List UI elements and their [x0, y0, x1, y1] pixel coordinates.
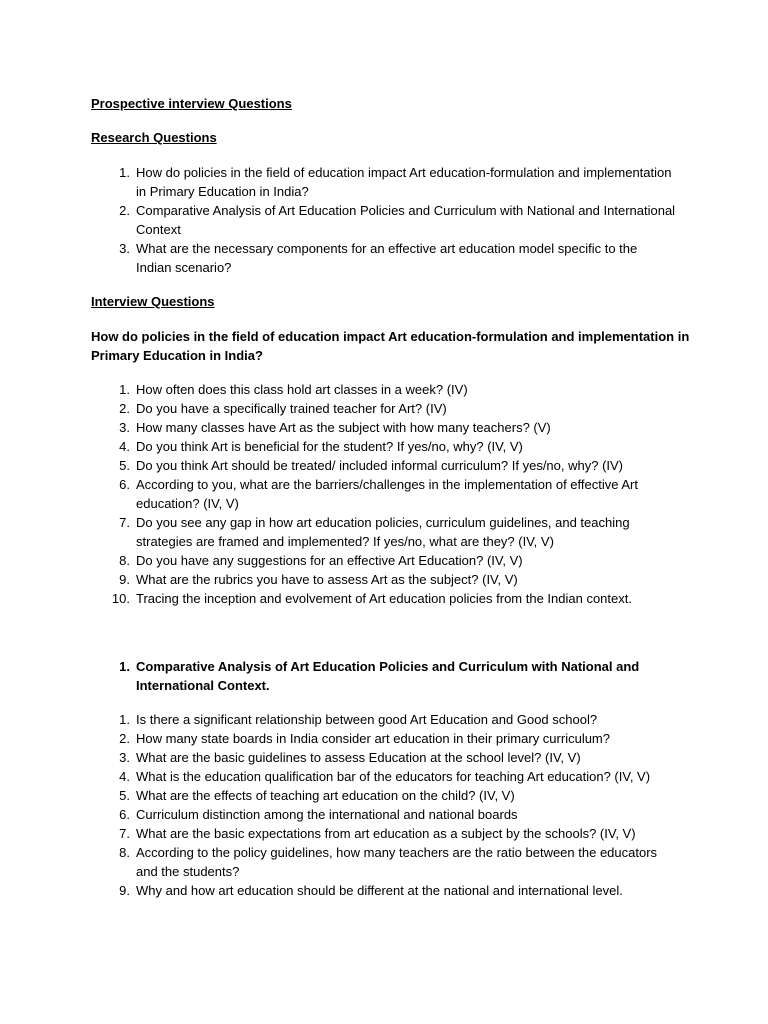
list-item-number: 6.: [119, 477, 130, 492]
list-item-text: What are the basic guidelines to assess Education at the school level? (IV, V): [136, 750, 581, 765]
list-item: [0, 570, 676, 589]
list-item-number: 2.: [119, 203, 130, 218]
section1-list: [0, 380, 676, 608]
list-item-number: 3.: [119, 750, 130, 765]
list-item-text: How often does this class hold art classes in a week? (IV): [136, 382, 468, 397]
list-item: [0, 399, 676, 418]
document-title: Prospective interview Questions: [91, 96, 292, 111]
list-item: [0, 418, 676, 437]
list-item: [0, 513, 676, 551]
section2-question-list: [0, 657, 676, 695]
list-item-number: 4.: [119, 769, 130, 784]
list-item-number: 10.: [111, 591, 130, 606]
research-questions-heading: Research Questions: [91, 130, 217, 145]
list-item: [0, 475, 676, 513]
list-item: [0, 163, 676, 201]
list-item-text: Curriculum distinction among the international and national boards: [136, 807, 518, 822]
list-item-number: 1.: [119, 165, 130, 180]
list-item-text: Do you think Art is beneficial for the student? If yes/no, why? (IV, V): [136, 439, 523, 454]
list-item-number: 4.: [119, 439, 130, 454]
list-item-number: 8.: [119, 845, 130, 860]
list-item: [0, 767, 676, 786]
list-item-text: How many classes have Art as the subject with how many teachers? (V): [136, 420, 551, 435]
list-item-number: 5.: [119, 788, 130, 803]
list-item-number: 8.: [119, 553, 130, 568]
list-item-number: 9.: [119, 883, 130, 898]
list-item: [0, 239, 676, 277]
list-item-text: How many state boards in India consider art education in their primary curriculum?: [136, 731, 610, 746]
list-item-number: 1.: [119, 712, 130, 727]
list-item-number: 3.: [119, 241, 130, 256]
section1-question: How do policies in the field of education impact Art education-formulation and implementation in Primary Education in India?: [91, 329, 690, 363]
list-item: [0, 551, 676, 570]
list-item: [0, 748, 676, 767]
list-item-text: Do you see any gap in how art education policies, curriculum guidelines, and teaching strategies are framed and implemented? If yes/no, what are they? (IV, V): [136, 515, 630, 549]
list-item-text: Comparative Analysis of Art Education Policies and Curriculum with National and International Context: [136, 203, 676, 237]
list-item-number: 6.: [119, 807, 130, 822]
list-item-number: 2.: [119, 401, 130, 416]
list-item: [0, 710, 676, 729]
list-item-text: Do you have any suggestions for an effective Art Education? (IV, V): [136, 553, 523, 568]
list-item-number: 2.: [119, 731, 130, 746]
list-item-number: 7.: [119, 826, 130, 841]
list-item-number: 1.: [119, 659, 130, 674]
section2-list: [0, 710, 676, 900]
list-item-text: Do you have a specifically trained teacher for Art? (IV): [136, 401, 447, 416]
list-item: [0, 824, 676, 843]
list-item: [0, 437, 676, 456]
list-item-text: What are the basic expectations from art education as a subject by the schools? (IV, V): [136, 826, 636, 841]
list-item: [0, 729, 676, 748]
research-questions-list: [0, 163, 676, 277]
list-item-text: What are the necessary components for an effective art education model specific to the Indian scenario?: [136, 241, 638, 275]
list-item-text: Is there a significant relationship between good Art Education and Good school?: [136, 712, 598, 727]
list-item-text: Do you think Art should be treated/ included informal curriculum? If yes/no, why? (IV): [136, 458, 624, 473]
list-item-number: 5.: [119, 458, 130, 473]
section2-question: Comparative Analysis of Art Education Policies and Curriculum with National and International Context.: [136, 659, 640, 693]
list-item-number: 3.: [119, 420, 130, 435]
list-item-text: What is the education qualification bar of the educators for teaching Art education? (IV, V): [136, 769, 651, 784]
list-item-text: What are the rubrics you have to assess Art as the subject? (IV, V): [136, 572, 518, 587]
list-item-text: According to you, what are the barriers/challenges in the implementation of effective Art education? (IV, V): [136, 477, 638, 511]
list-item-number: 7.: [119, 515, 130, 530]
list-item: [0, 589, 676, 608]
list-item: [0, 881, 676, 900]
list-item-number: 9.: [119, 572, 130, 587]
list-item-text: Tracing the inception and evolvement of Art education policies from the Indian context.: [136, 591, 632, 606]
list-item-text: According to the policy guidelines, how many teachers are the ratio between the educators and the students?: [136, 845, 658, 879]
list-item: [0, 843, 676, 881]
list-item-text: How do policies in the field of education impact Art education-formulation and implementation in Primary Education in India?: [136, 165, 672, 199]
interview-questions-heading: Interview Questions: [91, 294, 215, 309]
list-item: [0, 657, 676, 695]
list-item: [0, 380, 676, 399]
list-item: [0, 805, 676, 824]
list-item-text: Why and how art education should be different at the national and international level.: [136, 883, 623, 898]
list-item: [0, 201, 676, 239]
list-item-text: What are the effects of teaching art education on the child? (IV, V): [136, 788, 515, 803]
list-item: [0, 786, 676, 805]
list-item-number: 1.: [119, 382, 130, 397]
list-item: [0, 456, 676, 475]
